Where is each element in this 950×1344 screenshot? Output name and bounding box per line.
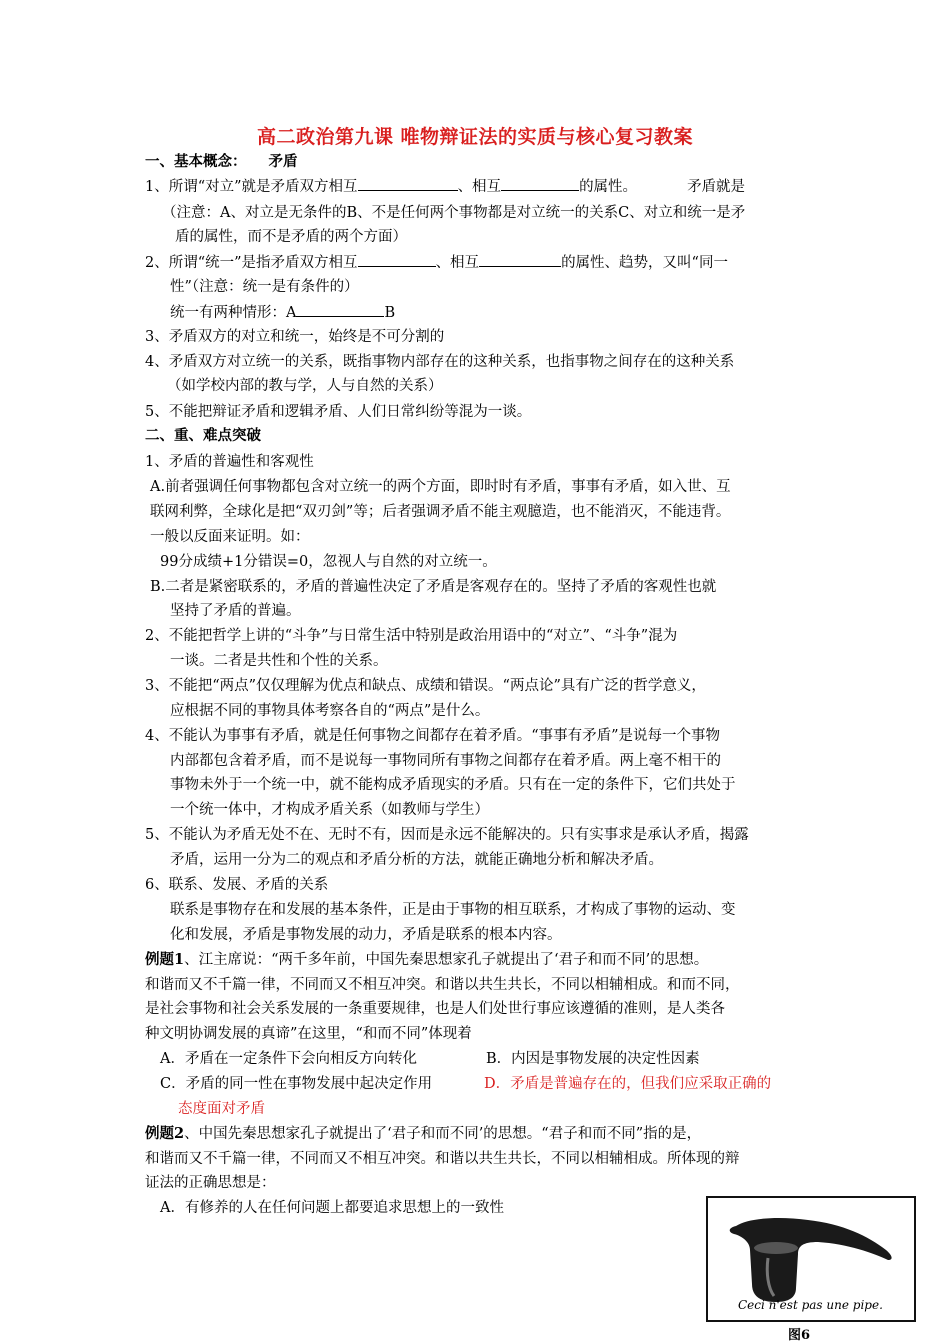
document-title: 高二政治第九课 唯物辩证法的实质与核心复习教案 bbox=[256, 126, 694, 148]
example-1-option-b[interactable]: B．内因是事物发展的决定性因素 bbox=[486, 1051, 700, 1067]
pipe-figure bbox=[706, 1196, 916, 1322]
example-2-option-a[interactable]: A．有修养的人在任何问题上都要追求思想上的一致性 bbox=[160, 1200, 504, 1216]
example-1-option-d[interactable]: D．矛盾是普遍存在的，但我们应采取正确的 bbox=[484, 1076, 772, 1092]
point-4-cont: 内部都包含着矛盾，而不是说每一事物同所有事物之间都存在着矛盾。两上毫不相干的 bbox=[170, 753, 721, 769]
point-6-body: 联系是事物存在和发展的基本条件，正是由于事物的相互联系，才构成了事物的运动、变 bbox=[170, 902, 736, 918]
fill-blank[interactable] bbox=[358, 252, 436, 267]
example-1-label: 例题1 bbox=[145, 951, 185, 968]
point-5: 5、不能认为矛盾无处不在、无时不有，因而是永远不能解决的。只有实事求是承认矛盾，揭露 bbox=[145, 827, 749, 843]
example-2-line-3: 证法的正确思想是： bbox=[145, 1175, 276, 1191]
point-2-cont: 一谈。二者是共性和个性的关系。 bbox=[170, 653, 388, 669]
point-4: 4、不能认为事事有矛盾，就是任何事物之间都存在着矛盾。“事事有矛盾”是说每一个事物 bbox=[145, 728, 721, 744]
concept-line-2-cont: 性”（注意：统一是有条件的） bbox=[170, 279, 359, 295]
concept-1-part-b: 、相互 bbox=[457, 179, 502, 195]
example-1-line-4: 种文明协调发展的真谛”在这里，“和而不同”体现着 bbox=[145, 1026, 472, 1042]
fill-blank[interactable] bbox=[501, 176, 579, 191]
example-1-option-c[interactable]: C．矛盾的同一性在事物发展中起决定作用 bbox=[160, 1076, 433, 1092]
point-4-cont-3: 一个统一体中，才构成矛盾关系（如教师与学生） bbox=[170, 802, 489, 818]
concept-1-part-a: 1、所谓“对立”就是矛盾双方相互 bbox=[145, 179, 358, 195]
unity-forms-label: 统一有两种情形：A bbox=[170, 305, 297, 321]
unity-forms-b: B bbox=[384, 305, 396, 321]
figure-label: 图6 bbox=[788, 1328, 811, 1343]
concept-line-4: 4、矛盾双方对立统一的关系，既指事物内部存在的这种关系，也指事物之间存在的这种关系 bbox=[145, 354, 735, 370]
point-5-cont: 矛盾，运用一分为二的观点和矛盾分析的方法，就能正确地分析和解决矛盾。 bbox=[170, 852, 663, 868]
concept-2-part-a: 2、所谓“统一”是指矛盾双方相互 bbox=[145, 255, 358, 271]
point-3: 3、不能把“两点”仅仅理解为优点和缺点、成绩和错误。“两点论”具有广泛的哲学意义， bbox=[145, 678, 706, 694]
point-3-cont: 应根据不同的事物具体考察各自的“两点”是什么。 bbox=[170, 703, 490, 719]
point-2: 2、不能把哲学上讲的“斗争”与日常生活中特别是政治用语中的“对立”、“斗争”混为 bbox=[145, 628, 678, 644]
point-1-title: 1、矛盾的普遍性和客观性 bbox=[145, 454, 314, 470]
concept-2-part-b: 、相互 bbox=[435, 255, 480, 271]
concept-1-part-d: 矛盾就是 bbox=[687, 179, 746, 195]
concept-line-2 bbox=[145, 252, 728, 273]
example-1-text: 、江主席说：“两千多年前，中国先秦思想家孔子就提出了‘君子和而不同’的思想。 bbox=[184, 952, 709, 968]
example-2-label: 例题2 bbox=[145, 1125, 185, 1142]
concept-note-1: （注意：A、对立是无条件的B、不是任何两个事物都是对立统一的关系C、对立和统一是矛 bbox=[162, 205, 746, 221]
point-1-a: A.前者强调任何事物都包含对立统一的两个方面，即时时有矛盾，事事有矛盾，如入世、互 bbox=[150, 479, 731, 495]
example-1-line-1 bbox=[145, 950, 708, 970]
point-4-cont-2: 事物未外于一个统一中，就不能构成矛盾现实的矛盾。只有在一定的条件下，它们共处于 bbox=[170, 777, 736, 793]
pipe-caption: Ceci n'est pas une pipe. bbox=[738, 1298, 883, 1312]
concept-line-5: 5、不能把辩证矛盾和逻辑矛盾、人们日常纠纷等混为一谈。 bbox=[145, 404, 532, 420]
point-6-body-cont: 化和发展，矛盾是事物发展的动力，矛盾是联系的根本内容。 bbox=[170, 927, 562, 943]
fill-blank[interactable] bbox=[296, 302, 384, 317]
example-1-option-d-cont: 态度面对矛盾 bbox=[178, 1101, 265, 1117]
section-1-heading-text: 一、基本概念： bbox=[145, 153, 247, 170]
example-2-line-1 bbox=[145, 1124, 701, 1144]
concept-line-1 bbox=[145, 176, 745, 197]
section-1-topic: 矛盾 bbox=[268, 153, 298, 170]
fill-blank[interactable] bbox=[358, 176, 458, 191]
point-1-a-cont-2: 一般以反面来证明。如： bbox=[150, 529, 310, 545]
example-2-text: 、中国先秦思想家孔子就提出了‘君子和而不同’的思想。“君子和而不同”指的是， bbox=[184, 1126, 702, 1142]
point-1-b: B.二者是紧密联系的，矛盾的普遍性决定了矛盾是客观存在的。坚持了矛盾的客观性也就 bbox=[150, 579, 717, 595]
concept-1-part-c: 的属性。 bbox=[579, 179, 638, 195]
example-1-line-3: 是社会事物和社会关系发展的一条重要规律，也是人们处世行事应该遵循的准则，是人类各 bbox=[145, 1001, 725, 1017]
example-1-option-a[interactable]: A．矛盾在一定条件下会向相反方向转化 bbox=[160, 1051, 417, 1067]
example-1-line-2: 和谐而又不千篇一律，不同而又不相互冲突。和谐以共生共长，不同以相辅相成。和而不同， bbox=[145, 977, 740, 993]
point-1-example: 99分成绩+1分错误=0，忽视人与自然的对立统一。 bbox=[160, 554, 497, 570]
fill-blank[interactable] bbox=[479, 252, 561, 267]
example-2-line-2: 和谐而又不千篇一律，不同而又不相互冲突。和谐以共生共长，不同以相辅相成。所体现的辩 bbox=[145, 1151, 740, 1167]
concept-2-part-c: 的属性、趋势，又叫“同一 bbox=[561, 255, 728, 271]
concept-line-4-cont: （如学校内部的教与学，人与自然的关系） bbox=[167, 378, 443, 394]
section-1-heading bbox=[145, 152, 298, 172]
point-1-b-cont: 坚持了矛盾的普遍。 bbox=[170, 603, 301, 619]
concept-line-3: 3、矛盾双方的对立和统一，始终是不可分割的 bbox=[145, 329, 445, 345]
concept-note-1-cont: 盾的属性，而不是矛盾的两个方面） bbox=[175, 229, 407, 245]
point-1-a-cont: 联网利弊，全球化是把“双刃剑”等；后者强调矛盾不能主观臆造，也不能消灭，不能违背。 bbox=[150, 504, 731, 520]
section-2-heading: 二、重、难点突破 bbox=[145, 427, 261, 444]
unity-forms-line bbox=[170, 302, 395, 323]
point-6: 6、联系、发展、矛盾的关系 bbox=[145, 877, 329, 893]
